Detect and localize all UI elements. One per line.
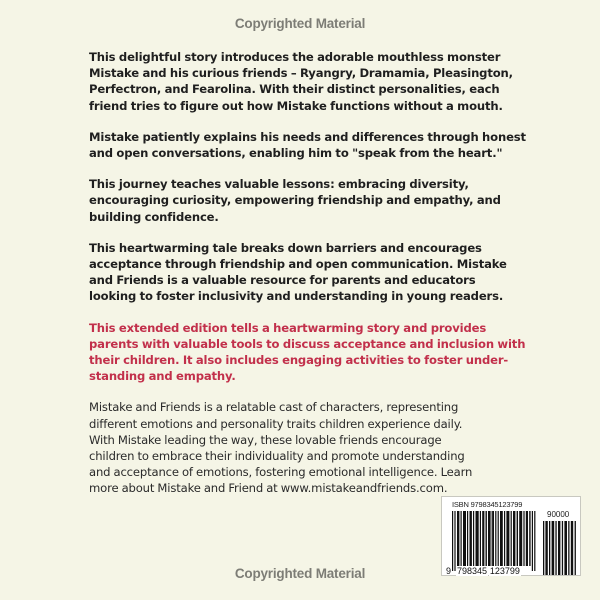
text-line: friend tries to figure out how Mistake functions without a mouth. (89, 98, 503, 113)
text-line: Perfectron, and Fearolina. With their distinct personalities, each (89, 82, 500, 97)
paragraph-heartwarming (89, 240, 529, 305)
text-line: This journey teaches valuable lessons: embracing diversity, (89, 177, 469, 192)
text-line: parents with valuable tools to discuss acceptance and inclusion with (89, 336, 526, 351)
text-line: This heartwarming tale breaks down barriers and encourages (89, 240, 482, 255)
paragraph-characters (89, 399, 529, 496)
text-line: looking to foster inclusivity and understanding in young readers. (89, 289, 504, 304)
text-line: Mistake and his curious friends – Ryangry, Dramamia, Pleasington, (89, 66, 513, 81)
text-line: This delightful story introduces the adorable mouthless monster (89, 50, 501, 64)
text-line: Mistake patiently explains his needs and differences through honest (89, 129, 526, 144)
text-line: different emotions and personality traits children experience daily. (89, 416, 463, 431)
barcode-main-bars-icon (452, 511, 536, 571)
price-code: 90000 (547, 510, 570, 519)
text-line: This extended edition tells a heartwarming story and provides (89, 320, 487, 335)
paragraph-extended-edition (89, 320, 529, 385)
barcode-digit-lead: 9 (446, 566, 452, 576)
text-line: and open conversations, enabling him to "speak from the heart." (89, 146, 503, 161)
barcode-digit-group-2: 123799 (489, 566, 520, 576)
text-line: With Mistake leading the way, these lovable friends encourage (89, 432, 442, 447)
paragraph-lessons (89, 176, 529, 225)
text-line: building confidence. (89, 209, 219, 224)
text-line: Mistake and Friends is a relatable cast of characters, representing (89, 400, 459, 415)
isbn-barcode (441, 496, 581, 576)
text-line: and acceptance of emotions, fostering emotional intelligence. Learn (89, 465, 473, 480)
text-line: children to embrace their individuality and promote understanding (89, 449, 465, 464)
copyright-watermark-top: Copyrighted Material (234, 16, 366, 31)
paragraph-intro (89, 49, 529, 114)
text-line: more about Mistake and Friend at www.mistakeandfriends.com. (89, 481, 448, 496)
text-line: their children. It also includes engaging activities to foster under- (89, 353, 509, 368)
barcode-digit-group-1: 798345 (457, 566, 488, 576)
back-cover-description (89, 49, 529, 512)
text-line: encouraging curiosity, empowering friendship and empathy, and (89, 193, 501, 208)
paragraph-explains (89, 129, 529, 161)
text-line: standing and empathy. (89, 369, 236, 384)
isbn-label: ISBN 9798345123799 (452, 500, 523, 509)
text-line: and Friends is a valuable resource for parents and educators (89, 273, 476, 288)
copyright-watermark-bottom: Copyrighted Material (234, 566, 366, 581)
text-line: acceptance through friendship and open communication. Mistake (89, 257, 507, 272)
